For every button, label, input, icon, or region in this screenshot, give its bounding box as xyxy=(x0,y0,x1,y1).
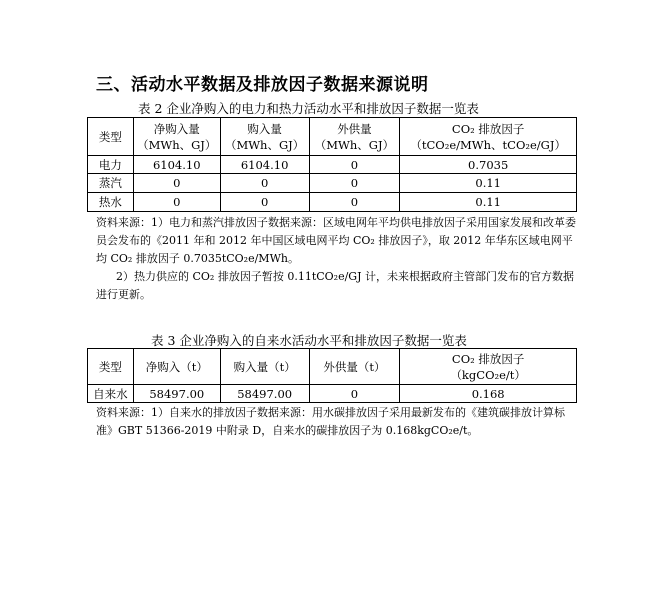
cell-net: 0 xyxy=(133,193,220,212)
table-row xyxy=(88,156,577,174)
header-purchase: 购入量 （MWh、GJ） xyxy=(220,118,309,156)
cell-purchase: 6104.10 xyxy=(220,156,309,174)
section-title: 三、活动水平数据及排放因子数据来源说明 xyxy=(96,75,429,95)
cell-net: 6104.10 xyxy=(133,156,220,174)
header-type: 类型 xyxy=(88,349,134,385)
table3-note-source: 资料来源：1）自来水的排放因子数据来源：用水碳排放因子采用最新发布的《建筑碳排放计算标准》GBT 51366-2019 中附录 D，自来水的碳排放因子为 0.168kgCO₂e/t。 xyxy=(96,406,565,437)
table2-electricity-heat xyxy=(87,117,577,212)
header-net-purchase: 净购入量 （MWh、GJ） xyxy=(133,118,220,156)
header-supply: 外供量（t） xyxy=(309,349,400,385)
cell-purchase: 0 xyxy=(220,174,309,193)
cell-supply: 0 xyxy=(309,385,400,403)
cell-type: 电力 xyxy=(88,156,134,174)
table3-tap-water xyxy=(87,348,577,403)
header-co2-factor: CO₂ 排放因子 （kgCO₂e/t） xyxy=(400,349,577,385)
cell-net: 0 xyxy=(133,174,220,193)
header-purchase: 购入量（t） xyxy=(220,349,309,385)
table-row xyxy=(88,193,577,212)
cell-type: 蒸汽 xyxy=(88,174,134,193)
cell-supply: 0 xyxy=(309,193,400,212)
table3-header-row xyxy=(88,349,577,385)
cell-factor: 0.11 xyxy=(400,193,577,212)
header-type: 类型 xyxy=(88,118,134,156)
table-row xyxy=(88,174,577,193)
table3-caption: 表 3 企业净购入的自来水活动水平和排放因子数据一览表 xyxy=(151,333,467,348)
header-net-purchase: 净购入（t） xyxy=(133,349,220,385)
cell-type: 热水 xyxy=(88,193,134,212)
header-supply: 外供量 （MWh、GJ） xyxy=(309,118,400,156)
cell-type: 自来水 xyxy=(88,385,134,403)
cell-factor: 0.11 xyxy=(400,174,577,193)
cell-purchase: 0 xyxy=(220,193,309,212)
cell-supply: 0 xyxy=(309,174,400,193)
table2-header-row xyxy=(88,118,577,156)
table-row xyxy=(88,385,577,403)
table2-note-source: 资料来源：1）电力和蒸汽排放因子数据来源：区域电网年平均供电排放因子采用国家发展和改革委员会发布的《2011 年和 2012 年中国区域电网平均 CO₂ 排放因子》，取 2012 年华东区域电网平均 CO₂ 排放因子 0.7035tCO₂e/MWh。 xyxy=(96,216,576,265)
cell-purchase: 58497.00 xyxy=(220,385,309,403)
table2-caption: 表 2 企业净购入的电力和热力活动水平和排放因子数据一览表 xyxy=(138,101,479,116)
header-co2-factor: CO₂ 排放因子 （tCO₂e/MWh、tCO₂e/GJ） xyxy=(400,118,577,156)
cell-factor: 0.7035 xyxy=(400,156,577,174)
cell-factor: 0.168 xyxy=(400,385,577,403)
cell-net: 58497.00 xyxy=(133,385,220,403)
cell-supply: 0 xyxy=(309,156,400,174)
table2-note-heat: 2）热力供应的 CO₂ 排放因子暂按 0.11tCO₂e/GJ 计，未来根据政府主管部门发布的官方数据进行更新。 xyxy=(96,270,574,301)
